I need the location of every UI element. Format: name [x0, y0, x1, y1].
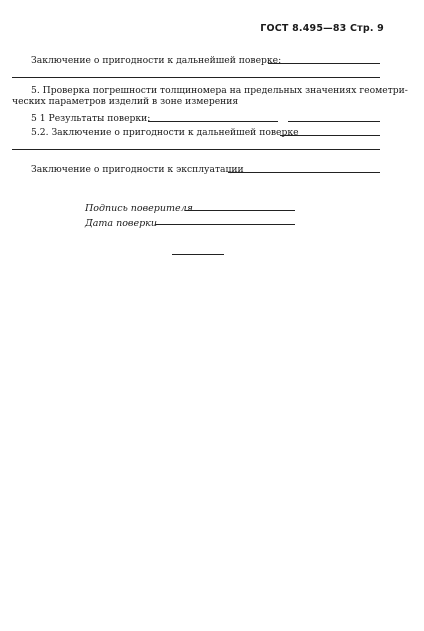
page-header [0, 23, 384, 34]
item-5-1-blank-b[interactable] [288, 121, 380, 122]
item-5-1-blank-a[interactable] [148, 121, 278, 122]
conclusion-further-blank[interactable] [268, 63, 380, 64]
conclusion-operation-blank[interactable] [228, 172, 380, 173]
conclusion-further-label: Заключение о пригодности к дальнейшей поверке: [31, 55, 282, 66]
item-5-2-label: 5.2. Заключение о пригодности к дальнейшей поверке [31, 127, 299, 138]
date-label: Дата поверки [85, 218, 157, 229]
conclusion-operation-label: Заключение о пригодности к эксплуатации [31, 164, 244, 175]
date-blank[interactable] [155, 224, 295, 225]
item-5-2-blank-line-2[interactable] [12, 149, 380, 150]
item-5-1-label: 5 1 Результаты поверки: [31, 113, 151, 124]
signature-label: Подпись поверителя [85, 203, 193, 214]
page-number: Стр. 9 [349, 23, 384, 34]
conclusion-further-blank-line-2[interactable] [12, 77, 380, 78]
signature-blank[interactable] [185, 210, 295, 211]
closing-separator [172, 254, 224, 255]
section-5-heading-line-2: ческих параметров изделий в зоне измерения [12, 96, 239, 107]
document-number: ГОСТ 8.495—83 [260, 23, 347, 34]
section-5-heading-line-1: 5. Проверка погрешности толщиномера на предельных значениях геометри- [31, 85, 408, 96]
item-5-2-blank[interactable] [280, 135, 380, 136]
